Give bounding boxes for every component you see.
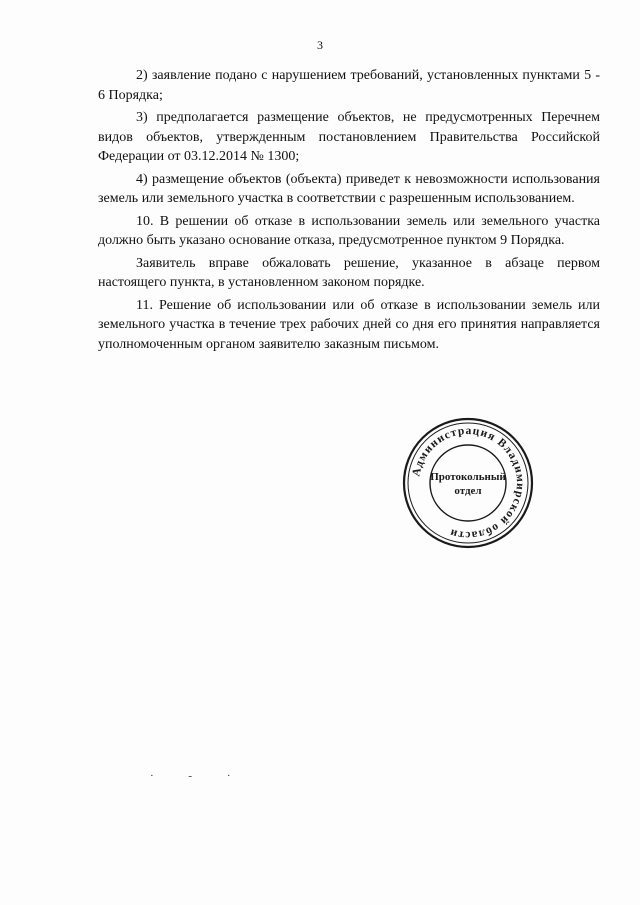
stamp-seal-icon (401, 416, 535, 550)
scan-specks: · ‐ · (150, 770, 247, 782)
document-body (98, 66, 600, 354)
paragraph-item-3: 3) предполагается размещение объектов, не предусмотренных Перечнем видов объектов, утвержденным постановлением Правительства Российской Федерации от 03.12.2014 № 1300; (98, 110, 600, 164)
stamp-center-line1: Протокольный (430, 471, 506, 483)
official-stamp (401, 416, 535, 550)
page-number: 3 (317, 38, 323, 52)
paragraph-item-4: 4) размещение объектов (объекта) приведет к невозможности использования земель или земельного участка в соответствии с разрешенным использованием. (98, 171, 600, 206)
paragraph-appeal-right: Заявитель вправе обжаловать решение, указанное в абзаце первом настоящего пункта, в установленном законом порядке. (98, 255, 600, 290)
stamp-center-line2: отдел (454, 485, 482, 497)
paragraph-clause-11: 11. Решение об использовании или об отказе в использовании земель или земельного участка в течение трех рабочих дней со дня его принятия направляется уполномоченным органом заявителю заказным письмом. (98, 297, 600, 352)
paragraph-item-2: 2) заявление подано с нарушением требований, установленных пунктами 5 - 6 Порядка; (98, 68, 600, 103)
stamp-ring-text: Администрация Владимирской области (410, 424, 527, 542)
paragraph-clause-10: 10. В решении об отказе в использовании земель или земельного участка должно быть указано основание отказа, предусмотренное пунктом 9 Порядка. (98, 213, 600, 248)
